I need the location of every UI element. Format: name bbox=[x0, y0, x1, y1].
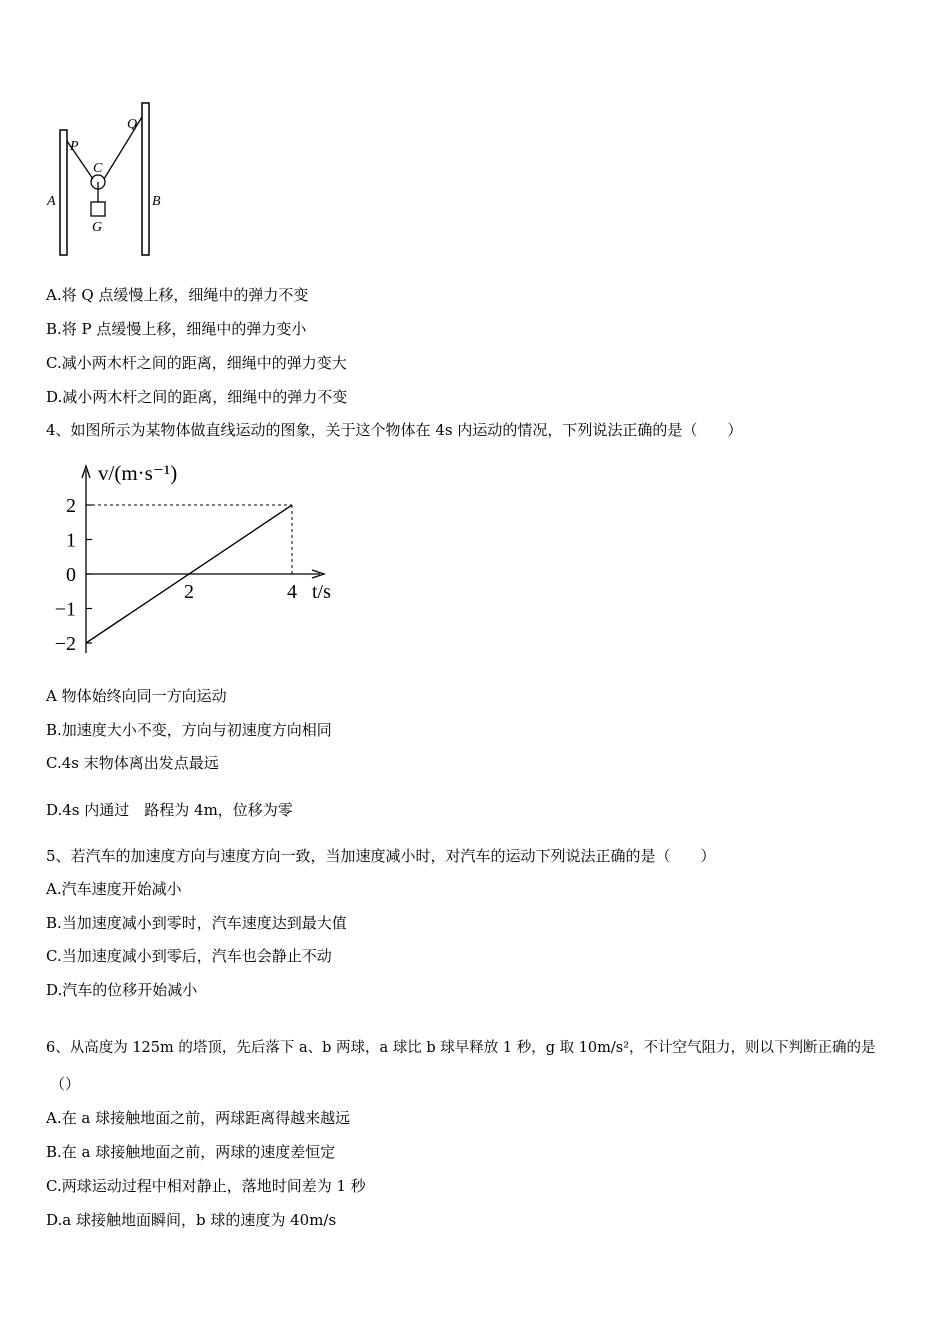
pole-a bbox=[60, 130, 67, 255]
pole-rope-figure bbox=[40, 95, 180, 265]
q5-option-b: B.当加速度减小到零时，汽车速度达到最大值 bbox=[46, 914, 347, 932]
y-tick-label: 2 bbox=[66, 495, 76, 517]
y-tick-label: 1 bbox=[66, 529, 76, 552]
label-g: G bbox=[92, 220, 103, 235]
q5-option-d: D.汽车的位移开始减小 bbox=[46, 981, 198, 999]
q6-stem: 6、从高度为 125m 的塔顶，先后落下 a、b 两球，a 球比 b 球早释放 1 秒，g 取 10m/s²，不计空气阻力，则以下判断正确的是 bbox=[46, 1040, 876, 1056]
q3-option-a: A.将 Q 点缓慢上移，细绳中的弹力不变 bbox=[46, 286, 309, 304]
label-a: A bbox=[47, 194, 56, 209]
velocity-time-chart bbox=[40, 452, 360, 662]
q3-option-d: D.减小两木杆之间的距离，细绳中的弹力不变 bbox=[46, 388, 348, 406]
label-q: Q bbox=[127, 117, 138, 132]
label-b: B bbox=[152, 194, 161, 209]
q4-option-b: B.加速度大小不变，方向与初速度方向相同 bbox=[46, 721, 332, 739]
q4-option-d: D.4s 内通过 路程为 4m，位移为零 bbox=[46, 801, 293, 819]
q6-option-d: D.a 球接触地面瞬间，b 球的速度为 40m/s bbox=[46, 1211, 337, 1229]
q6-option-c: C.两球运动过程中相对静止，落地时间差为 1 秒 bbox=[46, 1177, 366, 1195]
q5-option-a: A.汽车速度开始减小 bbox=[46, 880, 182, 898]
x-axis-label: t/s bbox=[312, 581, 331, 603]
q6-option-a: A.在 a 球接触地面之前，两球距离得越来越远 bbox=[46, 1109, 351, 1127]
y-axis-label: v/(m·s⁻¹) bbox=[98, 461, 178, 485]
q4-stem: 4、如图所示为某物体做直线运动的图象，关于这个物体在 4s 内运动的情况，下列说法正确的是（ ） bbox=[46, 421, 743, 439]
y-tick-label: −1 bbox=[54, 598, 76, 621]
x-tick-label: 2 bbox=[184, 581, 194, 603]
q3-option-b: B.将 P 点缓慢上移，细绳中的弹力变小 bbox=[46, 320, 307, 338]
pole-b bbox=[142, 103, 149, 255]
q5-stem: 5、若汽车的加速度方向与速度方向一致，当加速度减小时，对汽车的运动下列说法正确的是（ ） bbox=[46, 847, 716, 865]
y-tick-label: −2 bbox=[54, 633, 76, 655]
q5-option-c: C.当加速度减小到零后，汽车也会静止不动 bbox=[46, 947, 332, 965]
label-p: P bbox=[70, 139, 79, 154]
q6-option-b: B.在 a 球接触地面之前，两球的速度差恒定 bbox=[46, 1143, 336, 1161]
q4-option-c: C.4s 末物体离出发点最远 bbox=[46, 754, 219, 772]
q6-stem-cont: （） bbox=[50, 1075, 81, 1093]
weight-box bbox=[91, 202, 105, 216]
label-c: C bbox=[93, 161, 103, 176]
q3-option-c: C.减小两木杆之间的距离，细绳中的弹力变大 bbox=[46, 354, 347, 372]
y-tick-label: 0 bbox=[66, 564, 76, 586]
x-tick-label: 4 bbox=[287, 581, 297, 603]
q4-option-a: A 物体始终向同一方向运动 bbox=[46, 687, 227, 705]
